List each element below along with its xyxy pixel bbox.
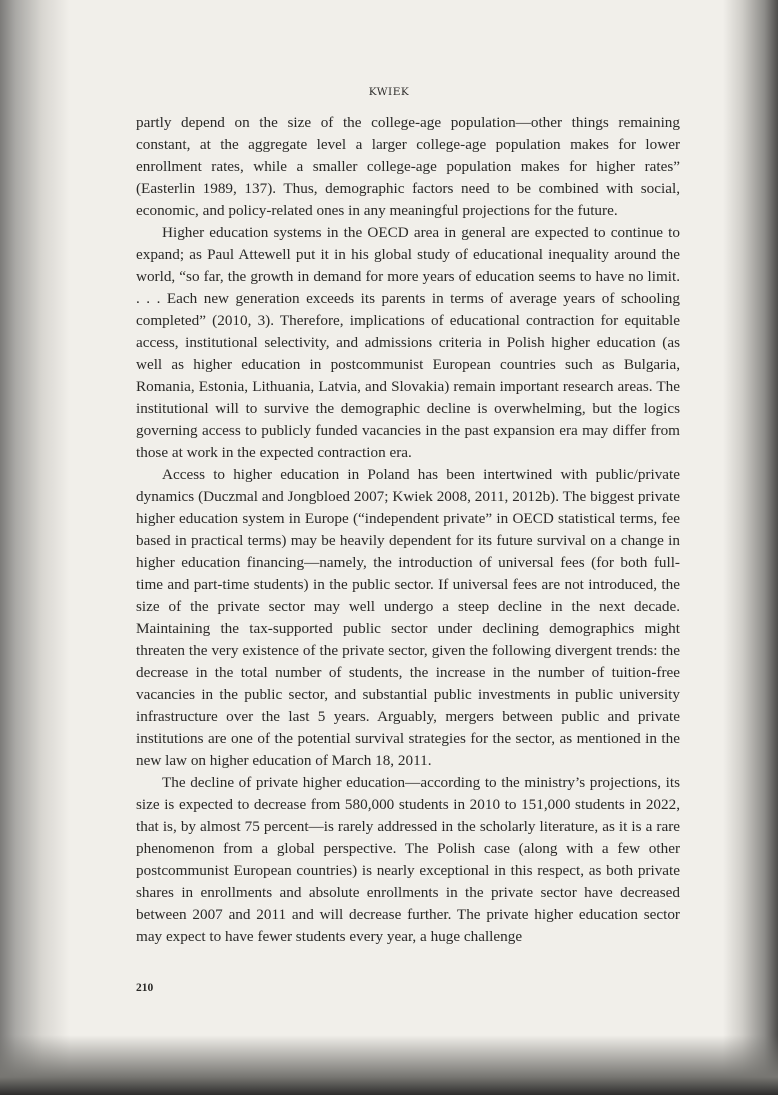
body-text [136,112,680,948]
paragraph: The decline of private higher education—according to the ministry’s projections, its size is expected to decrease from 580,000 students in 2010 to 151,000 students in 2022, that is, by almost 75 percent—is rarely addressed in the scholarly literature, as it is a rare phenomenon from a global perspective. The Polish case (along with a few other postcommunist European countries) is nearly exceptional in this respect, as both private shares in enrollments and absolute enrollments in the private sector have decreased between 2007 and 2011 and will decrease further. The private higher education sector may expect to have fewer students every year, a huge challenge [136,774,680,945]
paragraph: Access to higher education in Poland has been intertwined with public/private dynamics (Duczmal and Jongbloed 2007; Kwiek 2008, 2011, 2012b). The biggest private higher education system in Europe (“independent private” in OECD statistical terms, fee based in practical terms) may be heavily dependent for its future survival on a change in higher education financing—namely, the introduction of universal fees (for both full-time and part-time students) in the public sector. If universal fees are not introduced, the size of the private sector may well undergo a steep decline in the next decade. Maintaining the tax-supported public sector under declining demographics might threaten the very existence of the private sector, given the following divergent trends: the decrease in the total number of students, the increase in the number of tuition-free vacancies in the public sector, and substantial public investments in public university infrastructure over the last 5 years. Arguably, mergers between public and private institutions are one of the potential survival strategies for the sector, as mentioned in the new law on higher education of March 18, 2011. [136,466,680,769]
page-number: 210 [136,982,154,994]
paragraph: partly depend on the size of the college-age population—other things remaining constant, at the aggregate level a larger college-age population makes for lower enrollment rates, while a smaller college-age population makes for higher rates” (Easterlin 1989, 137). Thus, demographic factors need to be combined with social, economic, and policy-related ones in any meaningful projections for the future. [136,114,680,219]
page-gutter-shadow-left [0,0,70,1095]
page-edge-shadow-right [723,0,778,1095]
page-edge-shadow-bottom [0,1035,778,1095]
running-head: KWIEK [368,86,410,98]
paragraph: Higher education systems in the OECD area in general are expected to continue to expand; as Paul Attewell put it in his global study of educational inequality around the world, “so far, the growth in demand for more years of education seems to have no limit. . . . Each new generation exceeds its parents in terms of average years of schooling completed” (2010, 3). Therefore, implications of educational contraction for equitable access, institutional selectivity, and admissions criteria in Polish higher education (as well as higher education in postcommunist European countries such as Bulgaria, Romania, Estonia, Lithuania, Latvia, and Slovakia) remain important research areas. The institutional will to survive the demographic decline is overwhelming, but the logics governing access to publicly funded vacancies in the past expansion era may differ from those at work in the expected contraction era. [136,224,680,461]
